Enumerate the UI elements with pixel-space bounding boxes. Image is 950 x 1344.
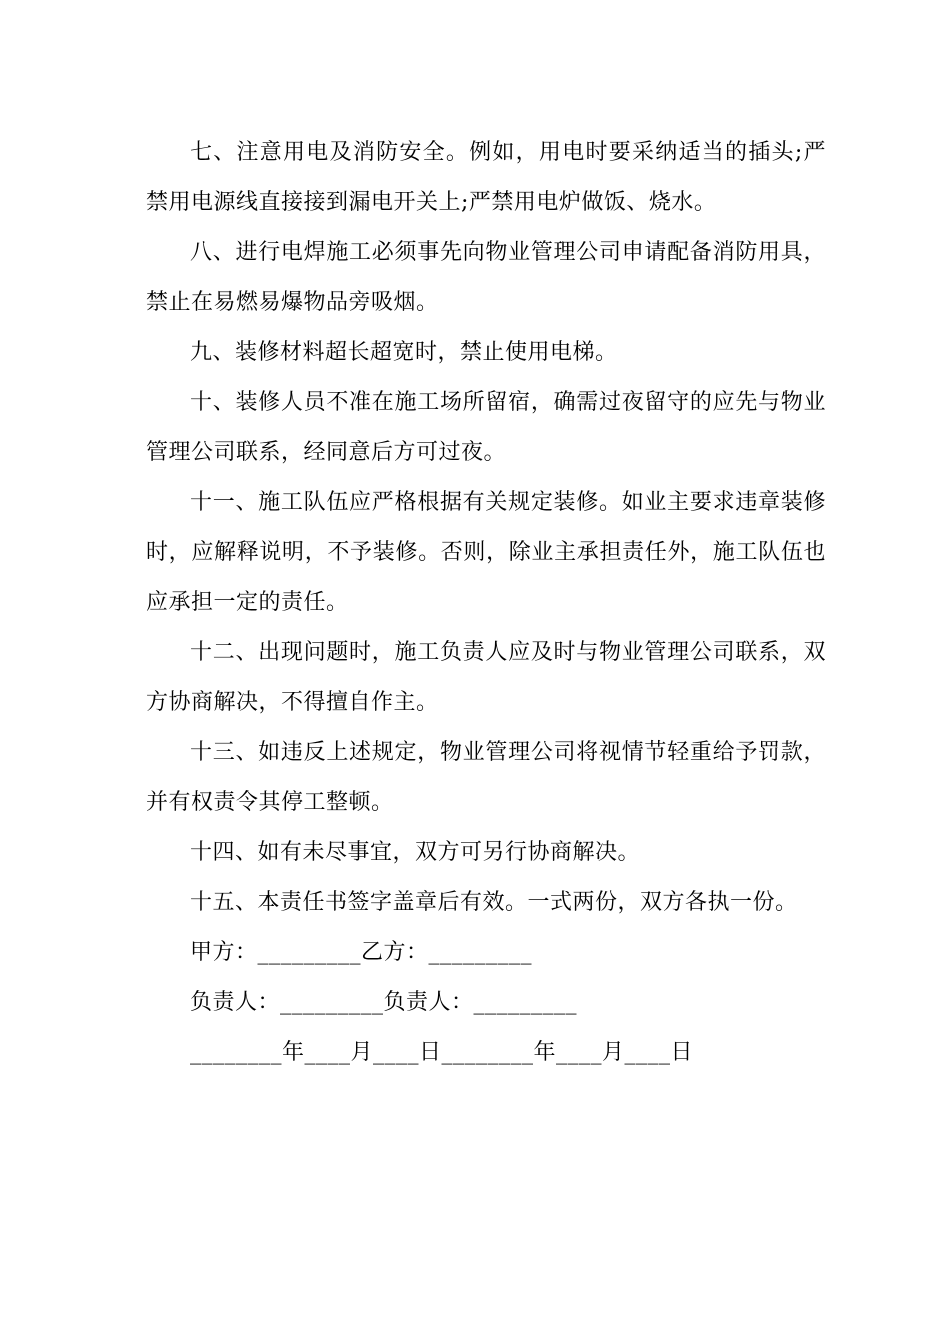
clause-13: 十三、如违反上述规定，物业管理公司将视情节轻重给予罚款，并有权责令其停工整顿。 [146, 740, 826, 815]
clause-10: 十、装修人员不准在施工场所留宿，确需过夜留守的应先与物业管理公司联系，经同意后方可过夜。 [146, 390, 826, 465]
clause-8: 八、进行电焊施工必须事先向物业管理公司申请配备消防用具，禁止在易燃易爆物品旁吸烟。 [146, 240, 826, 315]
date-line: ________年____月____日________年____月____日 [190, 1040, 694, 1065]
document-body [146, 128, 826, 1078]
parties-signature-line: 甲方：_________乙方：_________ [190, 940, 533, 965]
clause-15: 十五、本责任书签字盖章后有效。一式两份，双方各执一份。 [190, 890, 798, 915]
clause-12: 十二、出现问题时，施工负责人应及时与物业管理公司联系，双方协商解决，不得擅自作主。 [146, 640, 826, 715]
clause-9: 九、装修材料超长超宽时，禁止使用电梯。 [190, 340, 618, 365]
clause-14: 十四、如有未尽事宜，双方可另行协商解决。 [190, 840, 641, 865]
clause-11: 十一、施工队伍应严格根据有关规定装修。如业主要求违章装修时，应解释说明，不予装修。否则，除业主承担责任外，施工队伍也应承担一定的责任。 [146, 490, 826, 615]
clause-7: 七、注意用电及消防安全。例如，用电时要采纳适当的插头;严禁用电源线直接接到漏电开关上;严禁用电炉做饭、烧水。 [146, 140, 826, 215]
responsible-signature-line: 负责人：_________负责人：_________ [190, 990, 578, 1015]
